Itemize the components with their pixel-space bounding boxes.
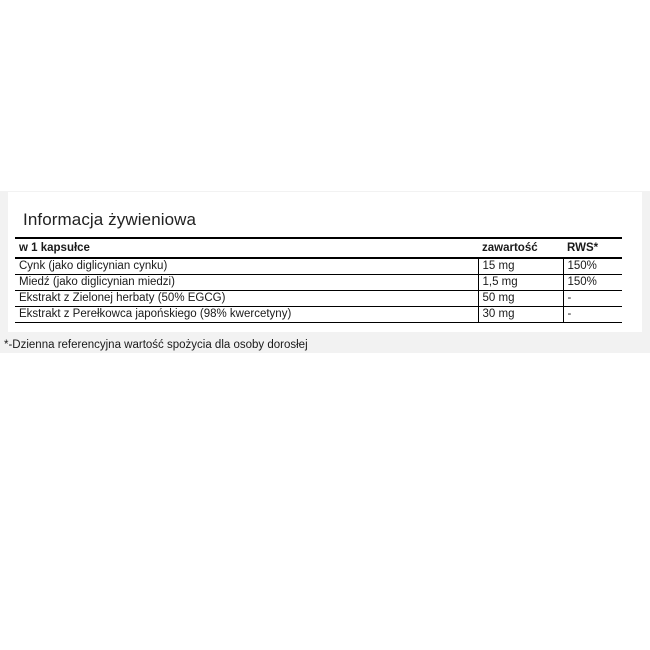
- row-amount: 30 mg: [478, 307, 563, 323]
- row-rws: -: [563, 307, 622, 323]
- row-ingredient: Ekstrakt z Zielonej herbaty (50% EGCG): [15, 291, 478, 307]
- footnote: *-Dzienna referencyjna wartość spożycia dla osoby dorosłej: [4, 339, 308, 351]
- row-rws: -: [563, 291, 622, 307]
- row-ingredient: Miedź (jako diglicynian miedzi): [15, 275, 478, 291]
- row-rws: 150%: [563, 258, 622, 275]
- header-content: zawartość: [478, 238, 563, 258]
- table-header-row: [15, 238, 622, 258]
- row-ingredient: Cynk (jako diglicynian cynku): [15, 258, 478, 275]
- table-row: [15, 258, 622, 275]
- row-amount: 1,5 mg: [478, 275, 563, 291]
- row-ingredient: Ekstrakt z Perełkowca japońskiego (98% kwercetyny): [15, 307, 478, 323]
- table-row: [15, 275, 622, 291]
- nutrition-table: [15, 237, 622, 323]
- row-amount: 15 mg: [478, 258, 563, 275]
- panel-title: Informacja żywieniowa: [23, 210, 197, 229]
- table-row: [15, 291, 622, 307]
- nutrition-info-panel: [8, 192, 642, 332]
- header-per-capsule: w 1 kapsułce: [15, 238, 478, 258]
- row-amount: 50 mg: [478, 291, 563, 307]
- row-rws: 150%: [563, 275, 622, 291]
- header-rws: RWS*: [563, 238, 622, 258]
- table-row: [15, 307, 622, 323]
